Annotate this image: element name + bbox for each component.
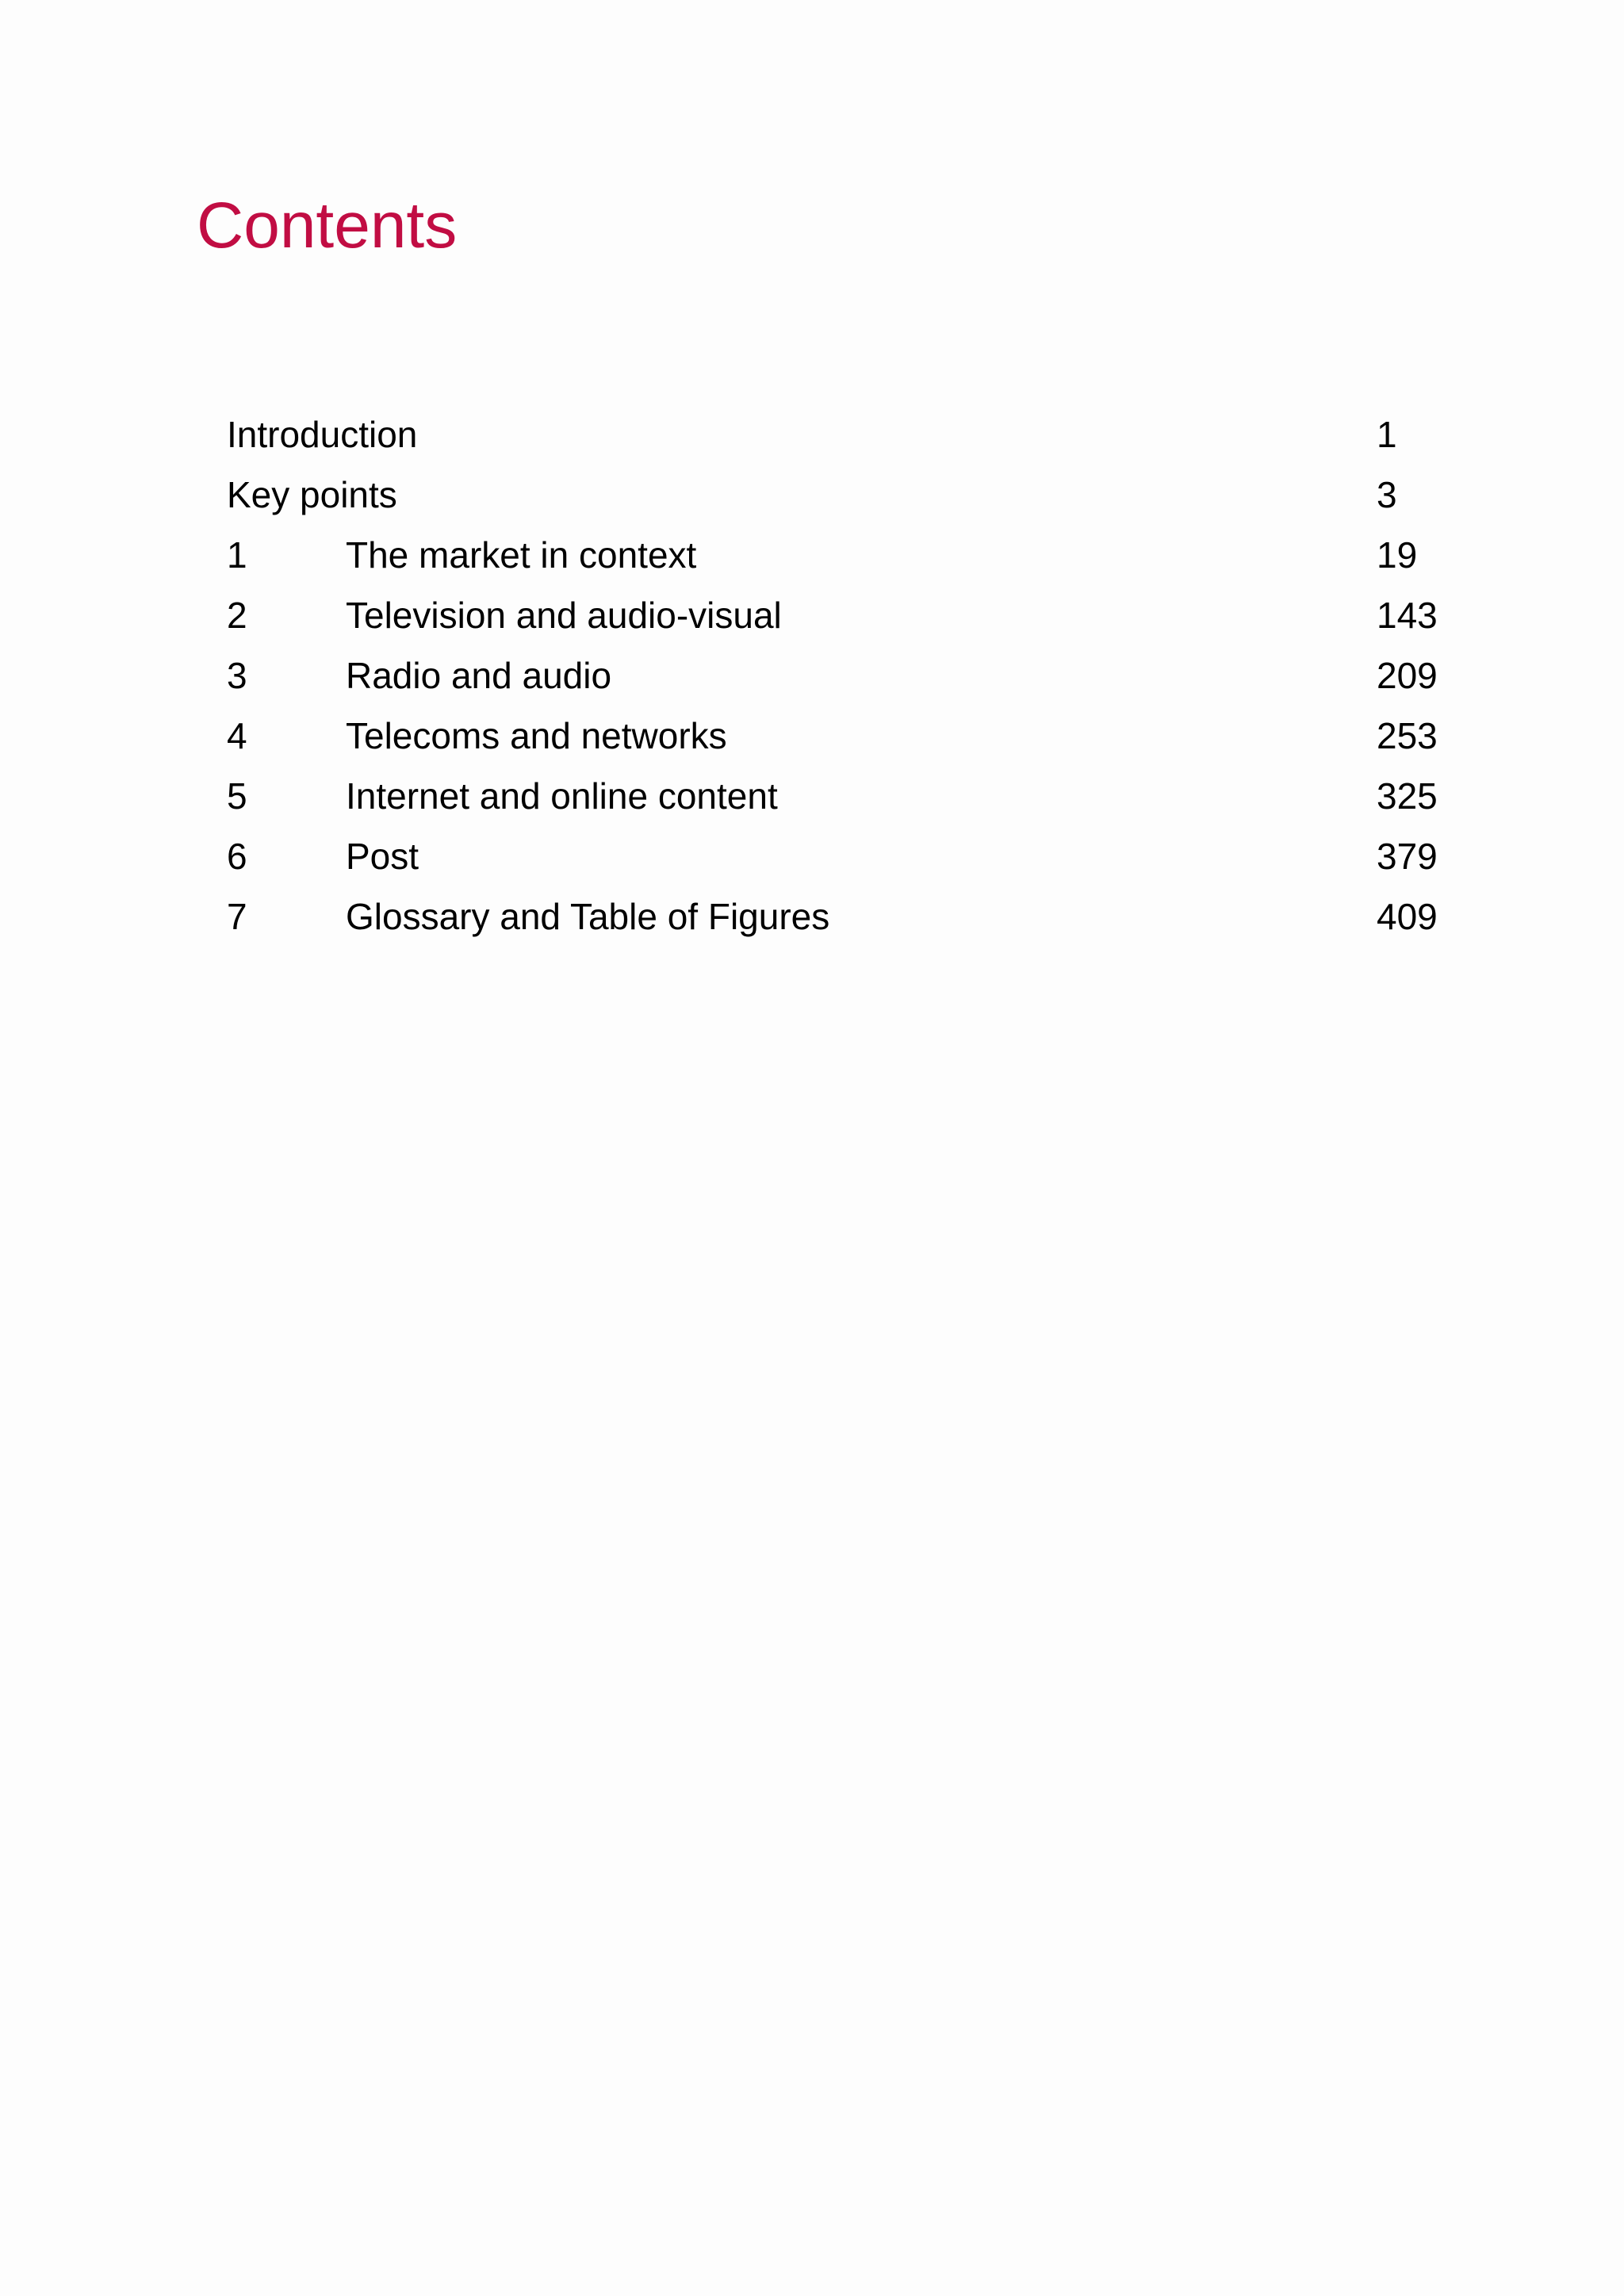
toc-entry-label: Glossary and Table of Figures xyxy=(346,896,830,937)
toc-entry-radio[interactable] xyxy=(227,645,1464,706)
toc-entry-page: 19 xyxy=(1377,534,1418,576)
toc-entry-market-in-context[interactable] xyxy=(227,525,1464,585)
toc-entry-post[interactable] xyxy=(227,826,1464,886)
toc-entry-number: 2 xyxy=(227,595,247,636)
toc-entry-internet[interactable] xyxy=(227,766,1464,826)
toc-entry-label: Post xyxy=(346,836,419,877)
toc-entry-number: 4 xyxy=(227,715,247,756)
toc-entry-number: 7 xyxy=(227,896,247,937)
toc-entry-label: Internet and online content xyxy=(346,775,778,817)
toc-entry-page: 209 xyxy=(1377,655,1438,696)
toc-entry-label: Introduction xyxy=(227,414,418,455)
toc-entry-label: Radio and audio xyxy=(346,655,612,696)
page-title: Contents xyxy=(197,189,458,262)
toc-entry-number: 3 xyxy=(227,655,247,696)
toc-entry-page: 1 xyxy=(1377,414,1397,455)
toc-entry-number: 5 xyxy=(227,775,247,817)
toc-entry-telecoms[interactable] xyxy=(227,706,1464,766)
toc-entry-number: 6 xyxy=(227,836,247,877)
toc-entry-page: 143 xyxy=(1377,595,1438,636)
toc-entry-label: Key points xyxy=(227,474,397,515)
toc-entry-page: 3 xyxy=(1377,474,1397,515)
toc-entry-label: Television and audio-visual xyxy=(346,595,782,636)
toc-entry-page: 409 xyxy=(1377,896,1438,937)
toc-entry-key-points[interactable] xyxy=(227,465,1464,525)
toc-entry-glossary[interactable] xyxy=(227,886,1464,947)
toc-entry-page: 325 xyxy=(1377,775,1438,817)
toc-entry-number: 1 xyxy=(227,534,247,576)
toc-entry-television[interactable] xyxy=(227,585,1464,645)
table-of-contents xyxy=(227,404,1464,947)
toc-entry-introduction[interactable] xyxy=(227,404,1464,465)
toc-entry-label: The market in context xyxy=(346,534,697,576)
toc-entry-page: 253 xyxy=(1377,715,1438,756)
toc-entry-label: Telecoms and networks xyxy=(346,715,727,756)
toc-entry-page: 379 xyxy=(1377,836,1438,877)
